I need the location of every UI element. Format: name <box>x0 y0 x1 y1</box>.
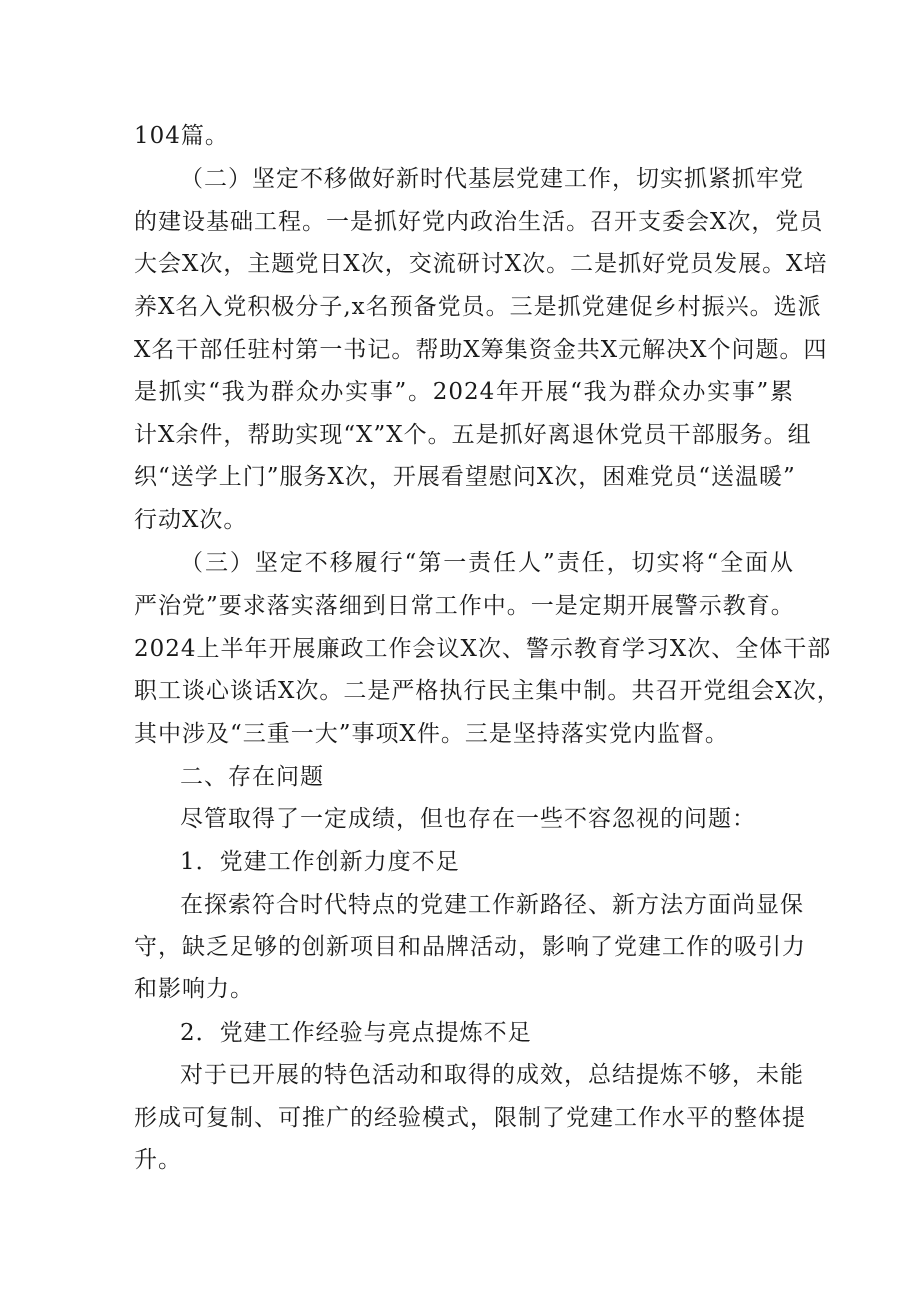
text-line: 职工谈心谈话X次。二是严格执行民主集中制。共召开党组会X次， <box>134 678 841 704</box>
text-line: 养X名入党积极分子,x名预备党员。三是抓党建促乡村振兴。选派 <box>134 294 822 320</box>
text-line: 的建设基础工程。一是抓好党内政治生活。召开支委会X次，党员 <box>134 209 824 235</box>
text-line: 大会X次，主题党日X次，交流研讨X次。二是抓好党员发展。X培 <box>134 251 828 277</box>
subsection-heading: 1．党建工作创新力度不足 <box>180 849 460 875</box>
text-line: X名干部任驻村第一书记。帮助X筹集资金共X元解决X个问题。四 <box>134 337 828 363</box>
text-line: 在探索符合时代特点的党建工作新路径、新方法方面尚显保 <box>180 892 804 918</box>
text-line: 行动X次。 <box>134 507 248 533</box>
text-line: 和影响力。 <box>134 976 254 1002</box>
text-line: 是抓实“我为群众办实事”。2024年开展“我为群众办实事”累 <box>134 379 794 405</box>
text-line: 织“送学上门”服务X次，开展看望慰问X次，困难党员“送温暖” <box>134 464 796 490</box>
text-line: 104篇。 <box>134 123 229 149</box>
subsection-heading: 2．党建工作经验与亮点提炼不足 <box>180 1020 532 1046</box>
text-line: 对于已开展的特色活动和取得的成效，总结提炼不够，未能 <box>180 1062 804 1088</box>
paragraph-heading: （三）坚定不移履行“第一责任人”责任，切实将“全面从 <box>180 550 794 576</box>
text-line: 形成可复制、可推广的经验模式，限制了党建工作水平的整体提 <box>134 1105 806 1131</box>
text-line: 升。 <box>134 1147 182 1173</box>
text-line: 2024上半年开展廉政工作会议X次、警示教育学习X次、全体干部 <box>134 636 832 662</box>
text-line: 严治党”要求落实落细到日常工作中。一是定期开展警示教育。 <box>134 593 795 619</box>
text-line: 守，缺乏足够的创新项目和品牌活动，影响了党建工作的吸引力 <box>134 934 806 960</box>
paragraph-heading: （二）坚定不移做好新时代基层党建工作，切实抓紧抓牢党 <box>180 166 804 192</box>
section-heading: 二、存在问题 <box>180 764 324 790</box>
text-line: 尽管取得了一定成绩，但也存在一些不容忽视的问题： <box>180 806 756 832</box>
text-line: 其中涉及“三重一大”事项X件。三是坚持落实党内监督。 <box>134 721 729 747</box>
text-line: 计X余件，帮助实现“X”X个。五是抓好离退休党员干部服务。组 <box>134 422 812 448</box>
